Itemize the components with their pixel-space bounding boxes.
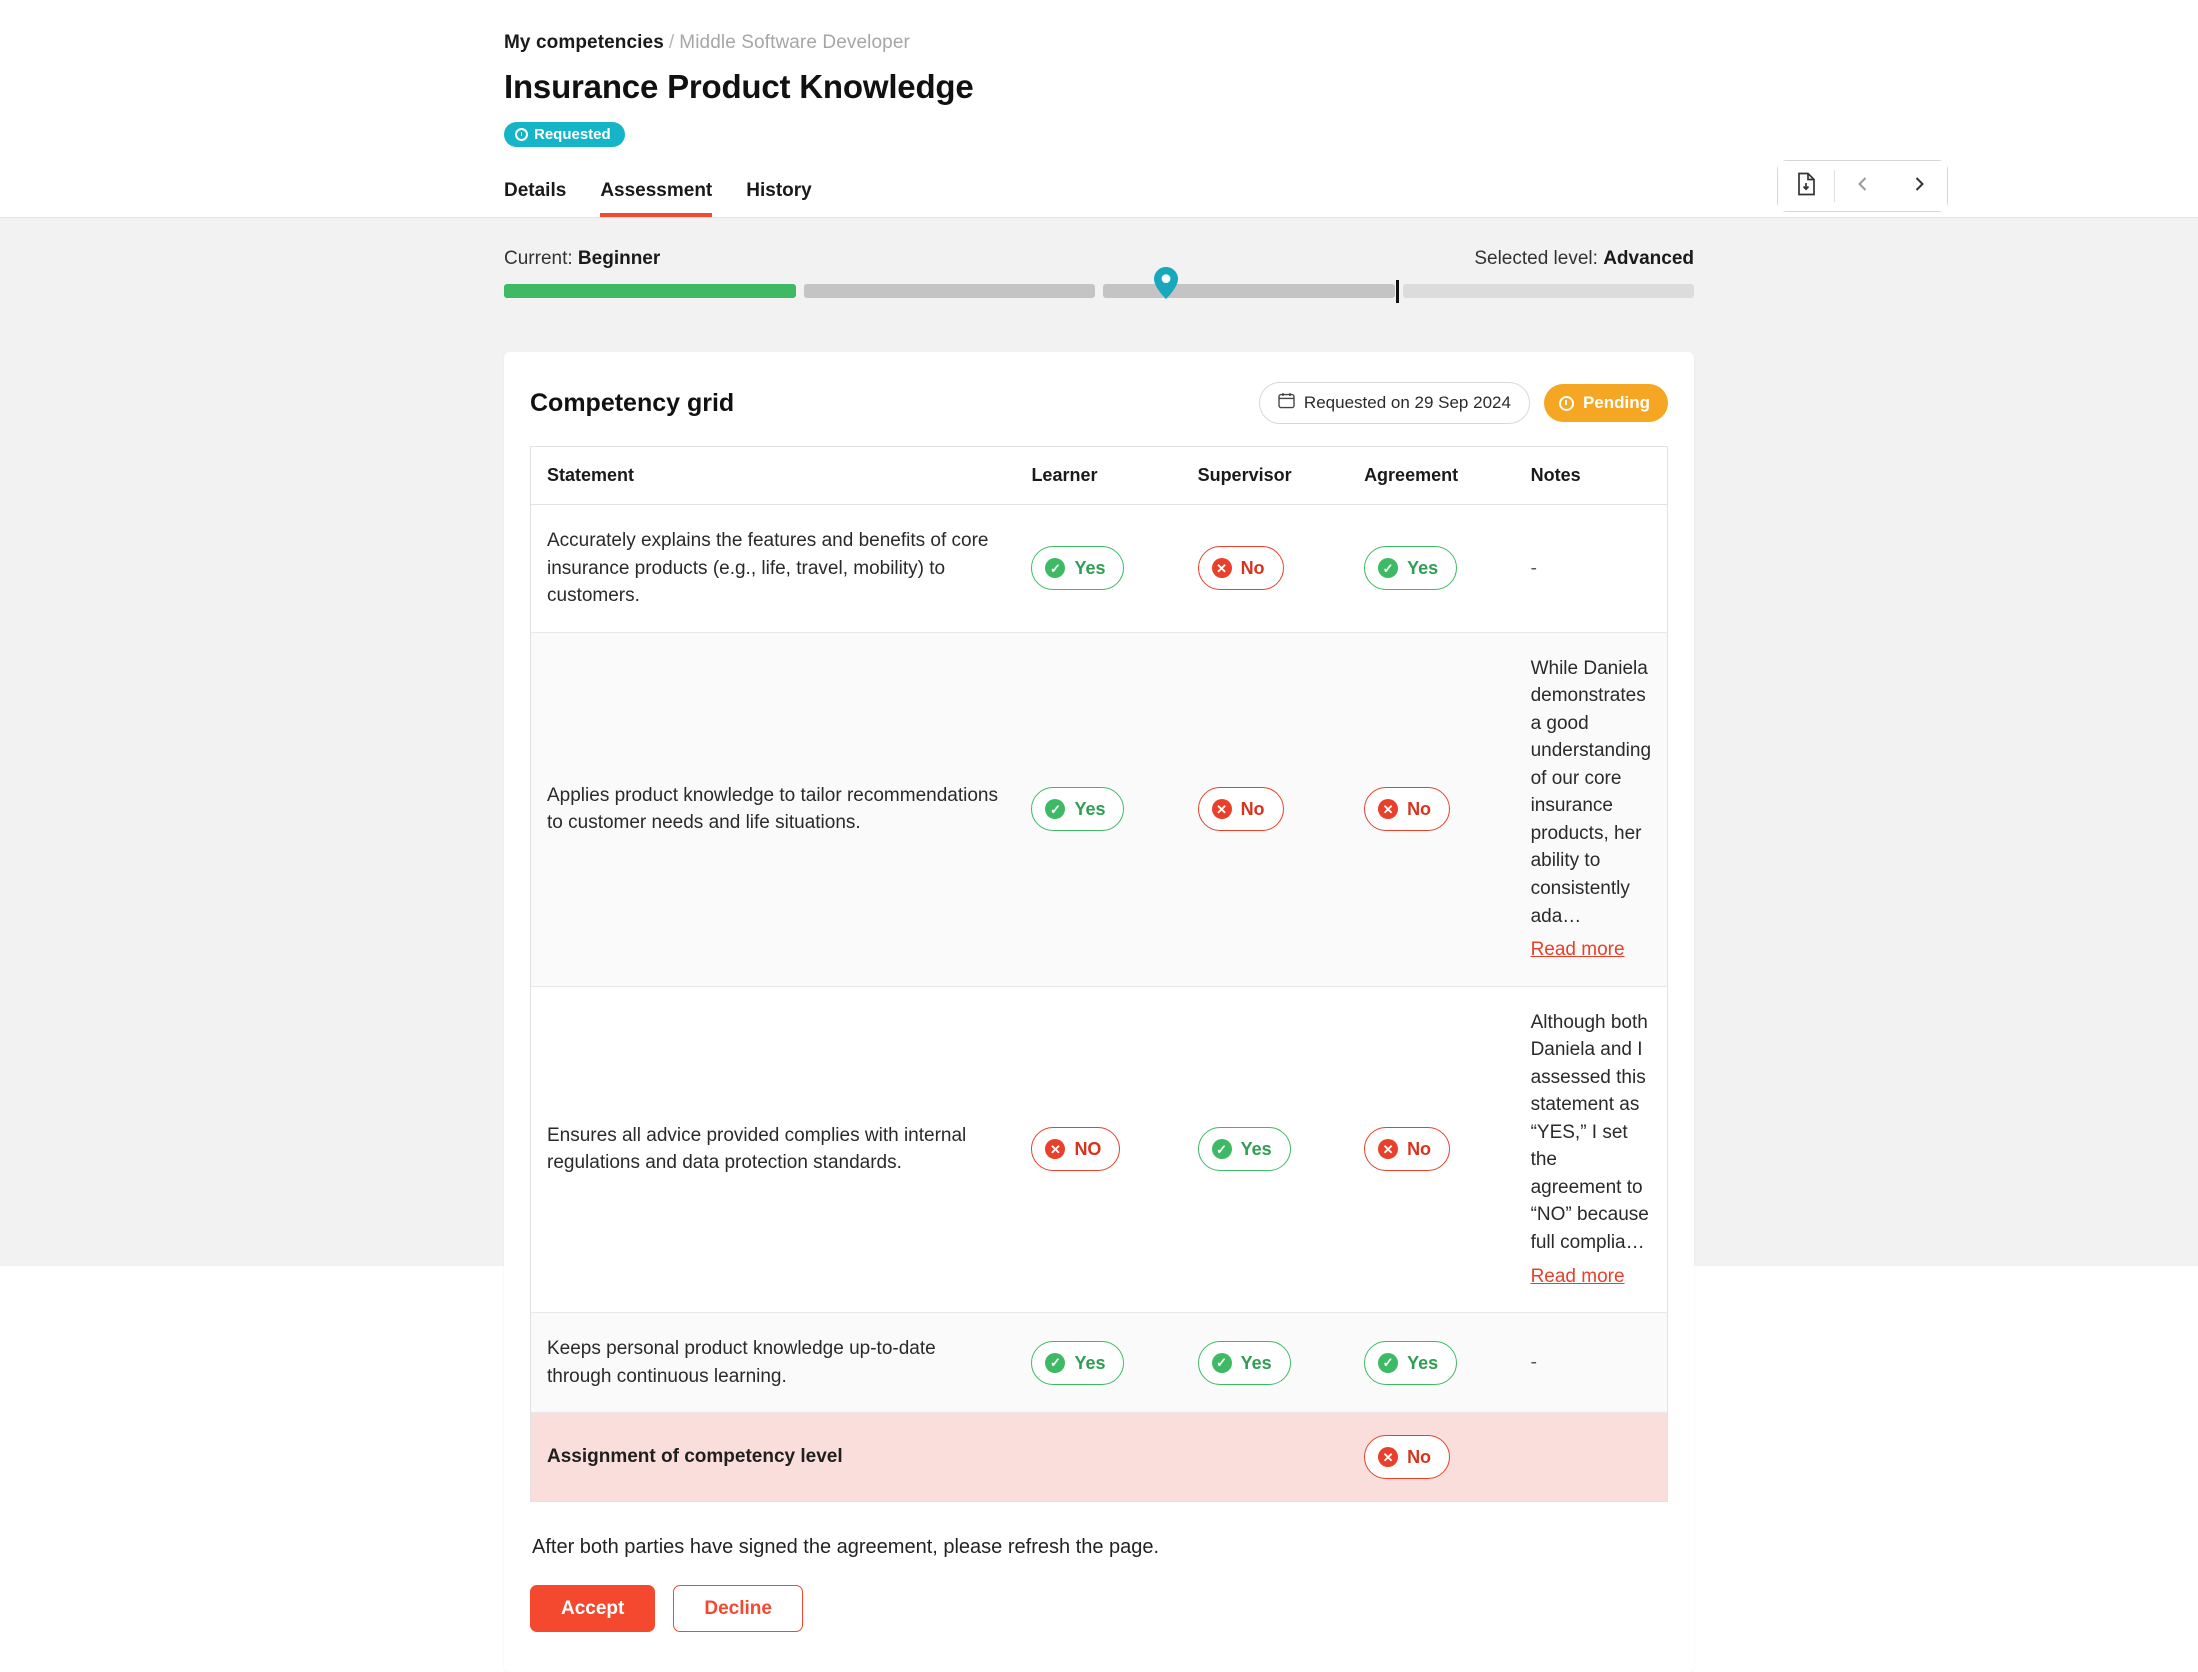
answer-chip-yes[interactable] xyxy=(1031,546,1124,590)
assignment-supervisor-cell xyxy=(1182,1413,1349,1502)
table-row xyxy=(531,632,1668,986)
card-header xyxy=(530,382,1668,424)
cross-icon: ✕ xyxy=(1378,1139,1398,1159)
answer-label: Yes xyxy=(1074,558,1106,579)
selected-level-marker xyxy=(1396,280,1399,303)
check-icon: ✓ xyxy=(1378,1353,1398,1373)
notes-text: While Daniela demonstrates a good understanding of our core insurance products, her ability to consistently ada… xyxy=(1530,657,1652,927)
check-icon: ✓ xyxy=(1045,558,1065,578)
card-title: Competency grid xyxy=(530,388,735,417)
answer-chip-no[interactable] xyxy=(1364,787,1450,831)
level-row xyxy=(504,248,1694,270)
agreement-cell xyxy=(1348,986,1515,1312)
current-level xyxy=(504,248,660,270)
accept-button[interactable]: Accept xyxy=(530,1585,655,1632)
answer-label: No xyxy=(1407,799,1432,820)
answer-chip-yes[interactable] xyxy=(1031,1341,1124,1385)
answer-chip-yes[interactable] xyxy=(1031,787,1124,831)
learner-cell xyxy=(1015,986,1181,1312)
current-level-label: Current: xyxy=(504,248,573,269)
check-icon: ✓ xyxy=(1212,1353,1232,1373)
card-header-actions xyxy=(1259,382,1668,424)
progress-segments xyxy=(504,284,1694,298)
previous-button[interactable] xyxy=(1835,161,1891,211)
column-notes: Notes xyxy=(1515,447,1668,505)
answer-label: Yes xyxy=(1074,1352,1106,1373)
table-row xyxy=(531,986,1668,1312)
selected-level xyxy=(1474,248,1694,270)
statement-cell: Applies product knowledge to tailor recommendations to customer needs and life situations. xyxy=(531,632,1016,986)
assignment-learner-cell xyxy=(1015,1413,1181,1502)
read-more-link[interactable]: Read more xyxy=(1530,939,1625,961)
next-button[interactable] xyxy=(1891,161,1947,211)
learner-cell xyxy=(1015,632,1181,986)
answer-label: Yes xyxy=(1074,799,1106,820)
tab-details[interactable]: Details xyxy=(504,180,567,201)
answer-label: No xyxy=(1407,1447,1432,1468)
cross-icon: ✕ xyxy=(1212,799,1232,819)
progress-segment-2 xyxy=(804,284,1096,298)
tab-bar xyxy=(504,171,1694,217)
pending-status-pill xyxy=(1544,384,1668,422)
current-level-value: Beginner xyxy=(577,248,661,269)
assignment-agreement-cell xyxy=(1348,1413,1515,1502)
answer-chip-yes[interactable] xyxy=(1198,1341,1291,1385)
notes-cell xyxy=(1515,986,1668,1312)
answer-chip-no[interactable] xyxy=(1364,1127,1450,1171)
check-icon: ✓ xyxy=(1045,799,1065,819)
selected-level-value: Advanced xyxy=(1603,248,1694,269)
statement-cell: Ensures all advice provided complies with internal regulations and data protection standards. xyxy=(531,986,1016,1312)
previous-icon xyxy=(1854,175,1872,198)
answer-label: Yes xyxy=(1240,1352,1272,1373)
cross-icon: ✕ xyxy=(1378,1447,1398,1467)
breadcrumb-current: Middle Software Developer xyxy=(679,32,910,53)
selected-level-label: Selected level: xyxy=(1474,248,1598,269)
tab-assessment[interactable]: Assessment xyxy=(600,180,712,217)
answer-chip-yes[interactable] xyxy=(1198,1127,1291,1171)
requested-date-pill xyxy=(1259,382,1530,424)
answer-label: No xyxy=(1240,799,1265,820)
statement-cell: Accurately explains the features and benefits of core insurance products (e.g., life, travel, mobility) to customers. xyxy=(531,505,1016,633)
footnote-text: After both parties have signed the agreement, please refresh the page. xyxy=(532,1536,1160,1559)
answer-chip-no[interactable] xyxy=(1198,787,1284,831)
read-more-link[interactable]: Read more xyxy=(1530,1265,1625,1287)
breadcrumb xyxy=(504,32,1694,54)
column-supervisor: Supervisor xyxy=(1182,447,1349,505)
column-learner: Learner xyxy=(1015,447,1181,505)
calendar-icon xyxy=(1278,392,1295,414)
export-document-icon xyxy=(1795,172,1817,201)
check-icon: ✓ xyxy=(1212,1139,1232,1159)
action-buttons xyxy=(530,1585,1668,1632)
status-badge xyxy=(504,122,625,147)
notes-text: - xyxy=(1530,1351,1537,1373)
page-title: Insurance Product Knowledge xyxy=(504,68,974,105)
export-document-button[interactable] xyxy=(1778,161,1834,211)
progress-segment-4 xyxy=(1403,284,1695,298)
statement-cell: Keeps personal product knowledge up-to-date through continuous learning. xyxy=(531,1313,1016,1413)
answer-label: Yes xyxy=(1407,558,1439,579)
supervisor-cell xyxy=(1182,1313,1349,1413)
answer-chip-no[interactable] xyxy=(1364,1435,1450,1479)
pending-label: Pending xyxy=(1582,393,1650,412)
notes-text: Although both Daniela and I assessed this statement as “YES,” I set the agreement to “NO” because full complia… xyxy=(1530,1011,1649,1254)
status-badge-label: Requested xyxy=(534,126,611,143)
level-progress xyxy=(504,284,1694,314)
answer-label: Yes xyxy=(1240,1139,1272,1160)
cross-icon: ✕ xyxy=(1212,558,1232,578)
answer-label: Yes xyxy=(1407,1352,1439,1373)
notes-cell xyxy=(1515,1313,1668,1413)
table-header-row xyxy=(531,447,1668,505)
agreement-cell xyxy=(1348,505,1515,633)
assignment-label: Assignment of competency level xyxy=(531,1413,1016,1502)
requested-date-label: Requested on 29 Sep 2024 xyxy=(1303,393,1511,412)
answer-chip-yes[interactable] xyxy=(1364,1341,1457,1385)
check-icon: ✓ xyxy=(1378,558,1398,578)
decline-button[interactable]: Decline xyxy=(673,1585,803,1632)
competency-grid-card xyxy=(504,352,1694,1672)
supervisor-cell xyxy=(1182,505,1349,633)
breadcrumb-parent[interactable]: My competencies xyxy=(504,32,664,53)
supervisor-cell xyxy=(1182,632,1349,986)
table-row xyxy=(531,505,1668,633)
progress-segment-3 xyxy=(1103,284,1395,298)
clock-icon xyxy=(1559,396,1574,411)
answer-label: NO xyxy=(1074,1139,1102,1160)
answer-label: No xyxy=(1407,1139,1432,1160)
table-row xyxy=(531,1313,1668,1413)
cross-icon: ✕ xyxy=(1045,1139,1065,1159)
learner-cell xyxy=(1015,1313,1181,1413)
clock-icon xyxy=(515,128,528,141)
progress-segment-1 xyxy=(504,284,796,298)
breadcrumb-separator: / xyxy=(668,32,675,53)
agreement-cell xyxy=(1348,1313,1515,1413)
table-body xyxy=(531,505,1668,1502)
notes-cell xyxy=(1515,632,1668,986)
assignment-notes-cell xyxy=(1515,1413,1668,1502)
supervisor-cell xyxy=(1182,986,1349,1312)
page-header xyxy=(0,0,2198,218)
column-statement: Statement xyxy=(531,447,1016,505)
column-agreement: Agreement xyxy=(1348,447,1515,505)
answer-chip-no[interactable] xyxy=(1198,546,1284,590)
learner-cell xyxy=(1015,505,1181,633)
answer-chip-no[interactable] xyxy=(1031,1127,1120,1171)
page-body xyxy=(0,218,2198,1620)
notes-cell xyxy=(1515,505,1668,633)
next-icon xyxy=(1910,175,1928,198)
cross-icon: ✕ xyxy=(1378,799,1398,819)
check-icon: ✓ xyxy=(1045,1353,1065,1373)
competency-table xyxy=(530,446,1668,1502)
agreement-cell xyxy=(1348,632,1515,986)
table-header xyxy=(531,447,1668,505)
level-pin-icon xyxy=(1153,267,1179,297)
tab-history[interactable]: History xyxy=(746,180,812,201)
header-action-group xyxy=(1777,160,1948,212)
answer-chip-yes[interactable] xyxy=(1364,546,1457,590)
notes-text: - xyxy=(1530,557,1537,579)
assignment-row xyxy=(531,1413,1668,1502)
answer-label: No xyxy=(1240,558,1265,579)
